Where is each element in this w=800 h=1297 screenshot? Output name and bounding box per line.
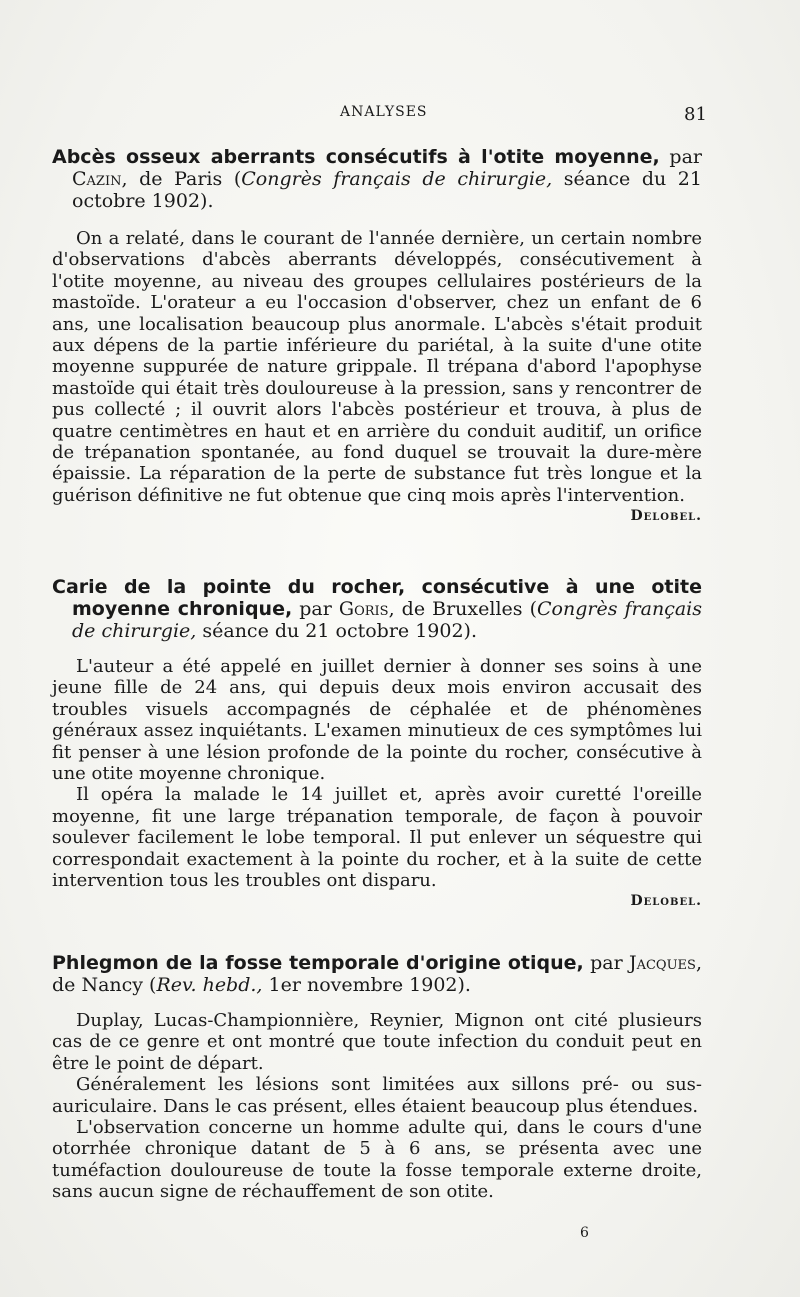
article-2-author: Goris [338,598,389,620]
article-2-source: Congrès français de chirurgie, [72,598,702,642]
article-3-author: Jacques [628,952,696,974]
article-1-author: Cazin [72,168,122,190]
article-3-source: Rev. hebd., [156,974,263,996]
article-1-source: Congrès français de chirurgie, [241,168,553,190]
article-3 [52,952,702,1203]
article-3-title-mid: , de Nancy ( [52,952,702,996]
article-3-paragraph-1: Duplay, Lucas-Championnière, Reynier, Mignon ont cité plusieurs cas de ce genre et ont montré que toute infection du conduit peut en être le point de départ. [52,1010,702,1074]
article-3-title-end: 1er novembre 1902). [262,974,471,996]
article-1-signature: Delobel. [630,508,702,525]
article-1-title-end: séance du 21 octobre 1902). [72,168,702,212]
article-2-paragraph-1: L'auteur a été appelé en juillet dernier à donner ses soins à une jeune fille de 24 ans, qui depuis deux mois environ accusait des troubles visuels accompagnés de céphalée et de phénomènes généraux assez inquiétants. L'examen minutieux de ces symptômes lui fit penser à une lésion profonde de la pointe du rocher, consécutive à une otite moyenne chronique. [52,656,702,785]
article-1-title-main: Abcès osseux aberrants consécutifs à l'otite moyenne, [52,146,660,168]
article-3-title [52,952,702,996]
article-2-signature: Delobel. [630,893,702,910]
article-1-title-by: par [659,146,702,168]
article-1 [52,146,702,524]
article-1-paragraph-1: On a relaté, dans le courant de l'année dernière, un certain nombre d'observations d'abcès aberrants développés, consécutivement à l'otite moyenne, au niveau des groupes cellulaires postérieurs de la mastoïde. L'orateur a eu l'occasion d'observer, chez un enfant de 6 ans, une localisation beaucoup plus anormale. L'abcès s'était produit aux dépens de la partie inférieure du pariétal, à la suite d'une otite moyenne suppurée de nature grippale. Il trépana d'abord l'apophyse mastoïde qui était très douloureuse à la pression, sans y rencontrer de pus collecté ; il ouvrit alors l'abcès postérieur et trouva, à plus de quatre centimètres en haut et en arrière du conduit auditif, un orifice de trépanation spontanée, au fond duquel se trouvait la dure-mère épaissie. La réparation de la perte de substance fut très longue et la guérison définitive ne fut obtenue que cinq mois après l'intervention. [52,228,702,506]
article-2-title-by: par [292,598,339,620]
signature-mark: 6 [580,1225,589,1241]
article-1-title [52,146,702,212]
article-2 [52,576,702,909]
article-2-title [52,576,702,642]
running-head: ANALYSES [340,104,428,120]
article-1-title-mid: , de Paris ( [121,168,242,190]
article-2-title-mid: , de Bruxelles ( [388,598,537,620]
article-2-paragraph-2: Il opéra la malade le 14 juillet et, après avoir curetté l'oreille moyenne, fit une large trépanation temporale, de façon à pouvoir soulever facilement le lobe temporal. Il put enlever un séquestre qui correspondait exactement à la pointe du rocher, et à la suite de cette intervention tous les troubles ont disparu. [52,784,702,892]
article-3-paragraph-2: Généralement les lésions sont limitées aux sillons pré- ou sus-auriculaire. Dans le cas présent, elles étaient beaucoup plus étendues. [52,1074,702,1117]
article-2-title-main: Carie de la pointe du rocher, consécutive à une otite moyenne chronique, [52,576,702,620]
article-3-title-main: Phlegmon de la fosse temporale d'origine otique, [52,952,584,974]
article-2-title-end: séance du 21 octobre 1902). [196,620,477,642]
article-3-paragraph-3: L'observation concerne un homme adulte qui, dans le cours d'une otorrhée chronique datant de 5 à 6 ans, se présenta avec une tuméfaction douloureuse de toute la fosse temporale externe droite, sans aucun signe de réchauffement de son otite. [52,1117,702,1203]
page-number: 81 [684,104,707,125]
article-3-title-by: par [583,952,629,974]
